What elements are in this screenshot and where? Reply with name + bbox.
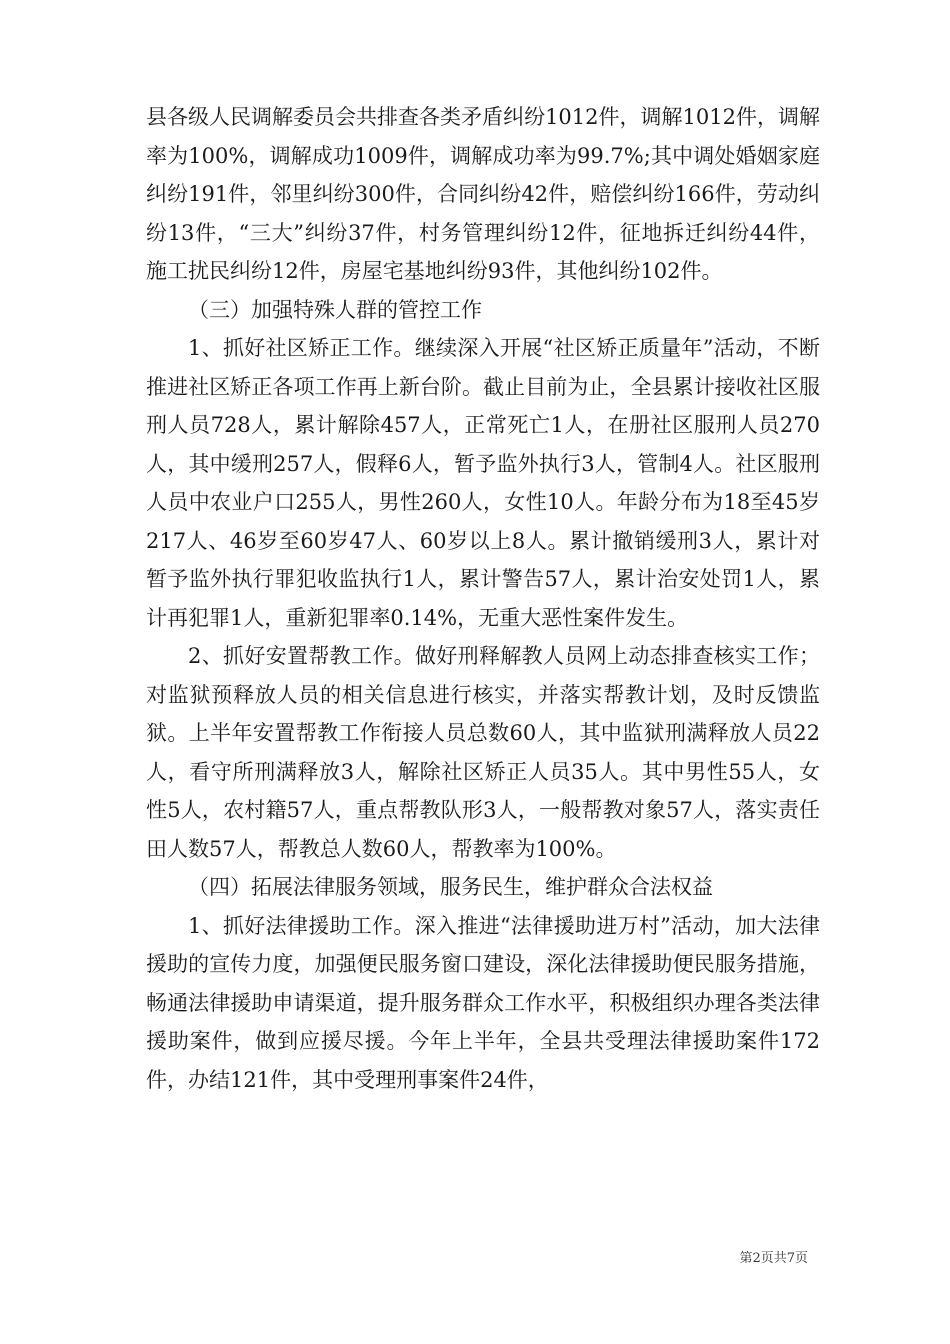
- paragraph-legal-aid: 1、抓好法律援助工作。深入推进“法律援助进万村”活动，加大法律援助的宣传力度，加强便民服务窗口建设，深化法律援助便民服务措施，畅通法律援助申请渠道，提升服务群众工作水平，积极组织办理各类法律援助案件，做到应援尽援。今年上半年，全县共受理法律援助案件172件，办结121件，其中受理刑事案件24件，: [146, 913, 820, 1092]
- section-heading-special-groups: （三）加强特殊人群的管控工作: [188, 297, 482, 322]
- paragraph-community-correction: 1、抓好社区矫正工作。继续深入开展“社区矫正质量年”活动，不断推进社区矫正各项工作再上新台阶。截止目前为止，全县累计接收社区服刑人员728人，累计解除457人，正常死亡1人，在册社区服刑人员270人，其中缓刑257人，假释6人，暂予监外执行3人，管制4人。社区服刑人员中农业户口255人，男性260人，女性10人。年龄分布为18至45岁217人、46岁至60岁47人、60岁以上8人。累计撤销缓刑3人，累计对暂予监外执行罪犯收监执行1人，累计警告57人，累计治安处罚1人，累计再犯罪1人，重新犯罪率0.14%，无重大恶性案件发生。: [146, 336, 820, 630]
- section-heading-legal-services: （四）拓展法律服务领域，服务民生，维护群众合法权益: [188, 875, 713, 899]
- page-number: 第2页共7页: [739, 1251, 808, 1266]
- document-body: [146, 98, 820, 1099]
- paragraph-mediation-stats: 县各级人民调解委员会共排查各类矛盾纠纷1012件，调解1012件，调解率为100%，调解成功1009件，调解成功率为99.7%;其中调处婚姻家庭纠纷191件，邻里纠纷300件，合同纠纷42件，赔偿纠纷166件，劳动纠纷13件，“三大”纠纷37件，村务管理纠纷12件，征地拆迁纠纷44件，施工扰民纠纷12件，房屋宅基地纠纷93件，其他纠纷102件。: [146, 105, 820, 283]
- paragraph-resettlement-education: 2、抓好安置帮教工作。做好刑释解教人员网上动态排查核实工作；对监狱预释放人员的相关信息进行核实，并落实帮教计划，及时反馈监狱。上半年安置帮教工作衔接人员总数60人，其中监狱刑满释放人员22人，看守所刑满释放3人，解除社区矫正人员35人。其中男性55人，女性5人，农村籍57人，重点帮教队形3人，一般帮教对象57人，落实责任田人数57人，帮教总人数60人，帮教率为100%。: [146, 644, 820, 861]
